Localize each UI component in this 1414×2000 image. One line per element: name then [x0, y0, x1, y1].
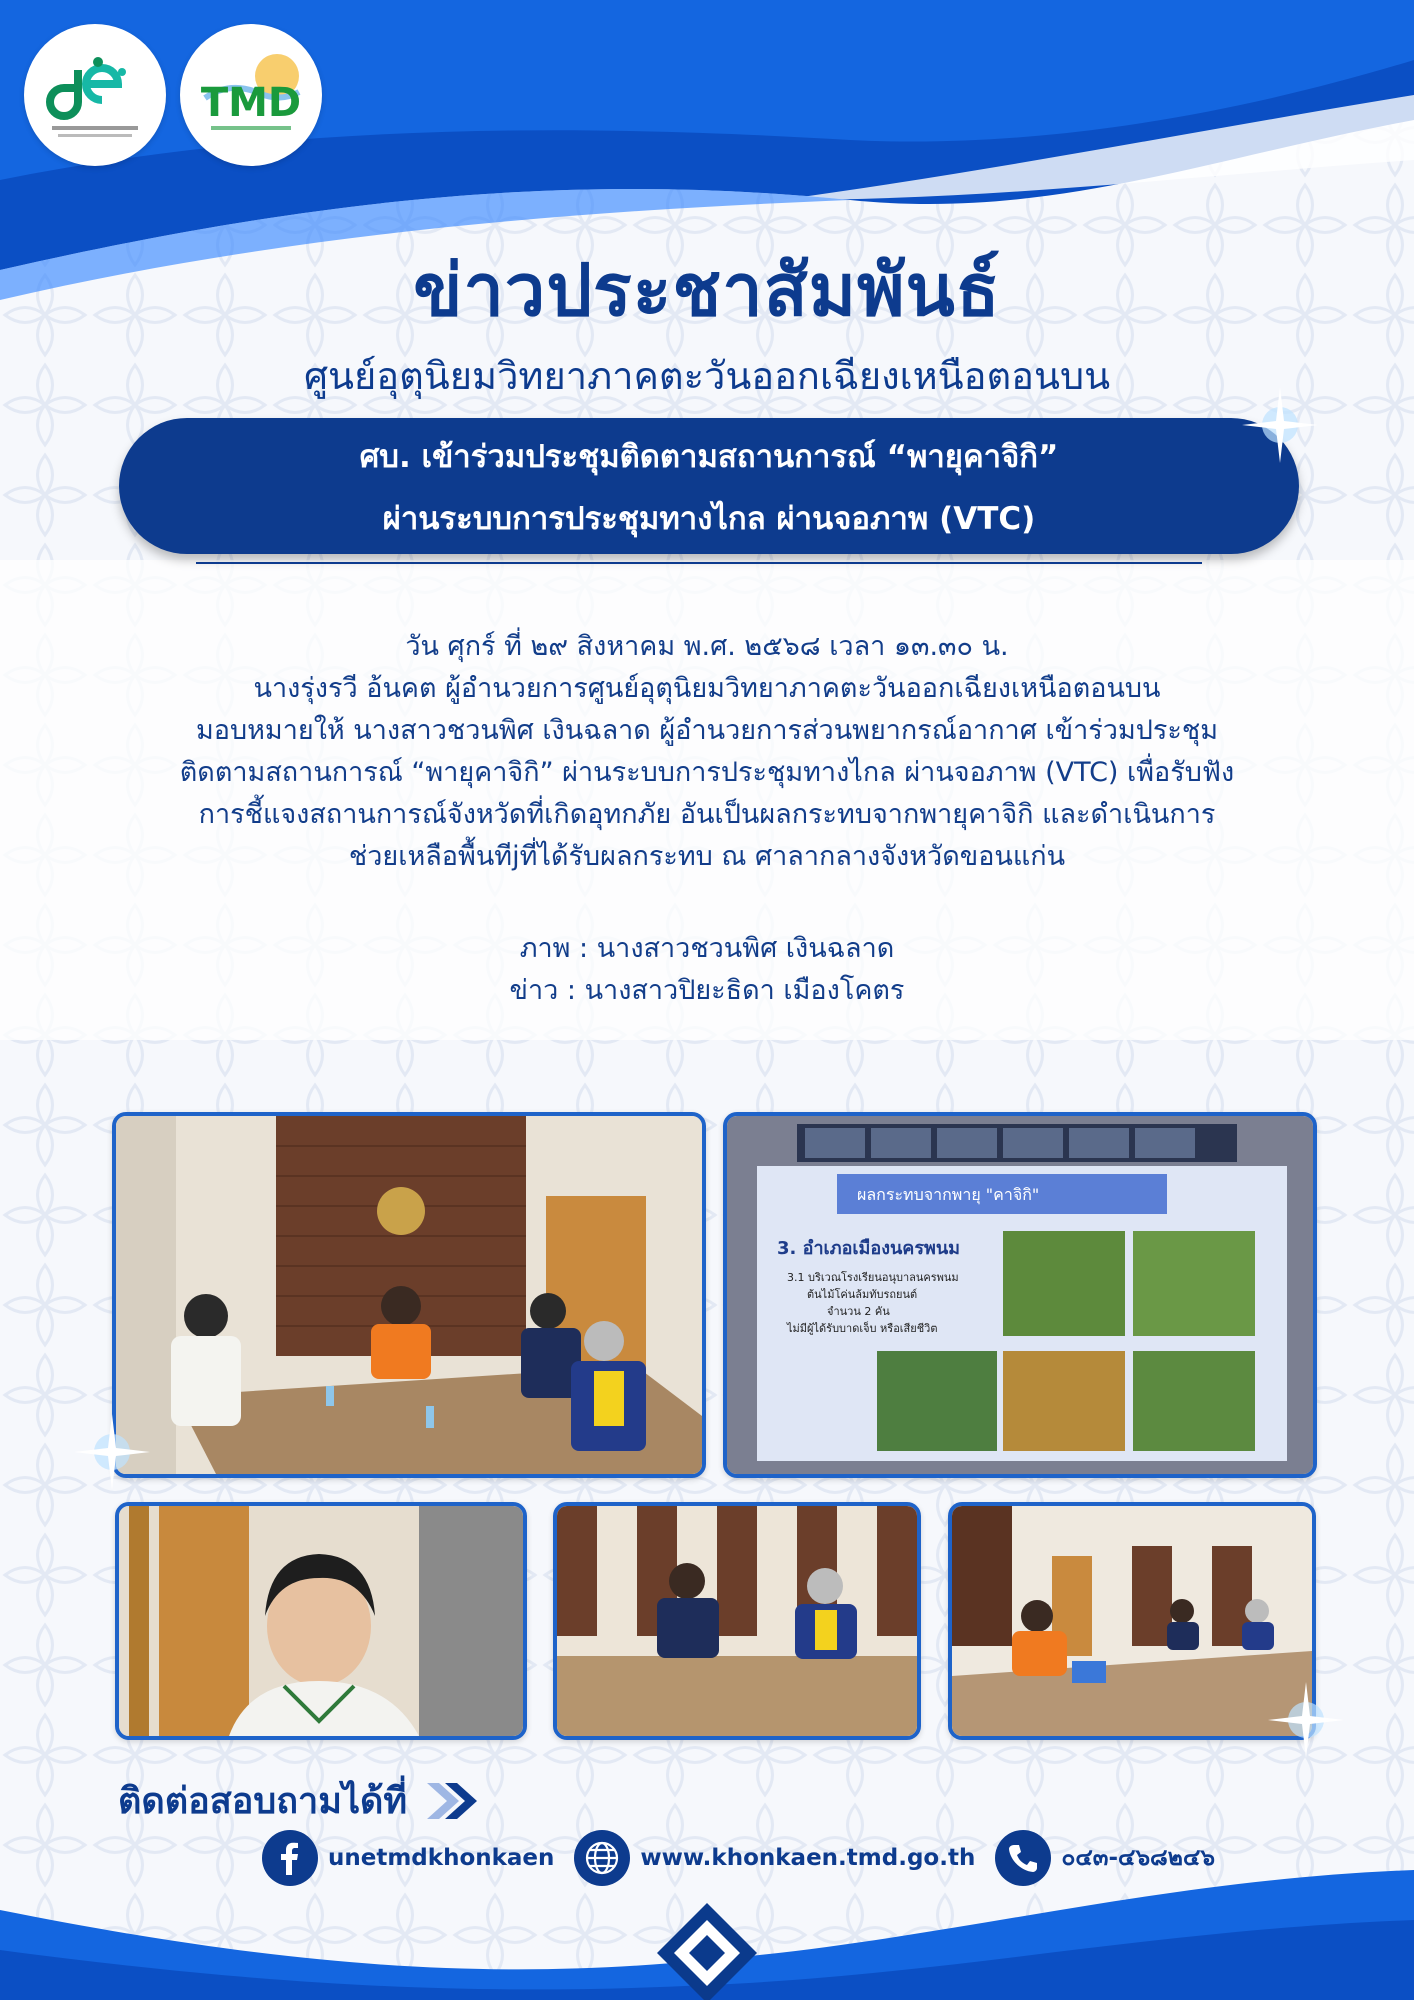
photo-credit: ภาพ : นางสาวชวนพิศ เงินฉลาด [519, 933, 895, 964]
phone-contact[interactable] [995, 1830, 1215, 1886]
body-line: ติดตามสถานการณ์ “พายุคาจิกิ” ผ่านระบบการประชุมทางไกล ผ่านจอภาพ (VTC) เพื่อรับฟัง [179, 757, 1235, 788]
body-line: ช่วยเหลือพื้นทีjที่ได้รับผลกระทบ ณ ศาลากลางจังหวัดขอนแก่น [348, 841, 1066, 872]
photo-meeting-overview [948, 1502, 1316, 1740]
sparkle-icon [72, 1412, 152, 1492]
page-title: ข่าวประชาสัมพันธ์ [413, 248, 1001, 332]
slide-banner: ผลกระทบจากพายุ "คาจิกิ" [857, 1185, 1040, 1204]
body-line: วัน ศุกร์ ที่ ๒๙ สิงหาคม พ.ศ. ๒๕๖๘ เวลา ๑๓.๓๐ น. [405, 631, 1009, 662]
facebook-handle: unetmdkhonkaen [328, 1845, 555, 1871]
photo-meeting-table [553, 1502, 921, 1740]
slide-detail: 3.1 บริเวณโรงเรียนอนุบาลนครพนม [787, 1271, 959, 1284]
sparkle-icon [1240, 385, 1320, 465]
facebook-icon [262, 1830, 318, 1886]
headline-line-1: ศบ. เข้าร่วมประชุมติดตามสถานการณ์ “พายุคาจิกิ” [359, 439, 1059, 475]
contact-heading-text: ติดต่อสอบถามได้ที่ [118, 1781, 408, 1822]
tmd-logo [180, 24, 322, 166]
headline-banner [119, 418, 1299, 554]
phone-number: ๐๔๓-๔๖๘๒๔๖ [1061, 1845, 1215, 1871]
photo-meeting-room [112, 1112, 706, 1478]
double-chevron-right-icon [423, 1779, 483, 1823]
page-subtitle: ศูนย์อุตุนิยมวิทยาภาคตะวันออกเฉียงเหนือตอนบน [303, 354, 1111, 398]
website-url: www.khonkaen.tmd.go.th [640, 1845, 976, 1871]
news-body [100, 626, 1314, 878]
slide-detail: ต้นไม้โค่นล้มทับรถยนต์ [807, 1288, 918, 1301]
tmd-wordmark: TMD [200, 80, 302, 126]
slide-detail: ไม่มีผู้ได้รับบาดเจ็บ หรือเสียชีวิต [787, 1322, 938, 1335]
body-line: มอบหมายให้ นางสาวชวนพิศ เงินฉลาด ผู้อำนวยการส่วนพยากรณ์อากาศ เข้าร่วมประชุม [195, 715, 1219, 746]
body-line: การชี้แจงสถานการณ์จังหวัดที่เกิดอุทกภัย อันเป็นผลกระทบจากพายุคาจิกิ และดำเนินการ [198, 799, 1216, 830]
news-credit: ข่าว : นางสาวปิยะธิดา เมืองโคตร [509, 975, 905, 1006]
photo-participant-selfie [115, 1502, 527, 1740]
globe-icon [574, 1830, 630, 1886]
facebook-contact[interactable] [262, 1830, 554, 1886]
phone-icon [995, 1830, 1051, 1886]
contact-heading [118, 1772, 483, 1829]
credits [0, 928, 1414, 1012]
contact-row [262, 1830, 1235, 1886]
slide-heading: 3. อำเภอเมืองนครพนม [777, 1238, 961, 1259]
sparkle-icon [1266, 1680, 1346, 1760]
slide-detail: จำนวน 2 คัน [827, 1305, 890, 1318]
digital-economy-ministry-logo [24, 24, 166, 166]
divider [196, 562, 1202, 564]
website-contact[interactable] [574, 1830, 975, 1886]
photo-vtc-slide [723, 1112, 1317, 1478]
body-line: นางรุ่งรวี อ้นคต ผู้อำนวยการศูนย์อุตุนิยมวิทยาภาคตะวันออกเฉียงเหนือตอนบน [253, 673, 1161, 704]
headline-line-2: ผ่านระบบการประชุมทางไกล ผ่านจอภาพ (VTC) [382, 501, 1036, 537]
